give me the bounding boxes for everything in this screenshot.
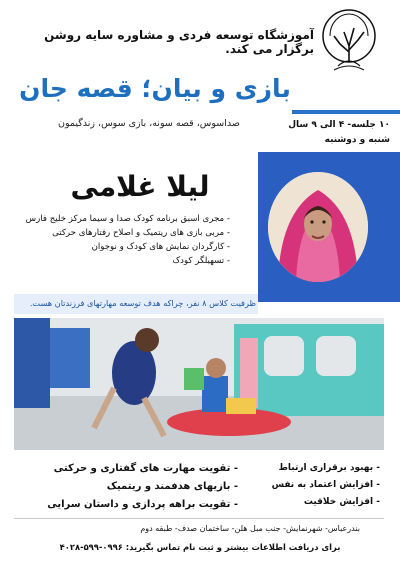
benefits-list-right [250, 460, 380, 511]
workshop-title: بازی و بیان؛ قصه جان [19, 74, 291, 103]
session-details [250, 120, 390, 150]
workshop-subtitle: صداسوس، قصه سونه، بازی سوس، زندگیمون [58, 118, 240, 129]
benefit-item: - تقویت مهارت های گفتاری و حرکتی [53, 463, 238, 474]
benefit-item: - بهبود برقراری ارتباط [278, 463, 380, 473]
footer-divider [14, 518, 384, 519]
instructor-name: لیلا غلامی [70, 170, 210, 203]
organizer-statement: آموزشگاه توسعه فردی و مشاوره سایه روشن برگزار می کند. [44, 28, 314, 56]
benefit-item: - تقویت براهه پردازی و داستان سرایی [47, 499, 238, 510]
session-days: شنبه و دوشنبه [324, 135, 390, 145]
sessions-age-range: ۱۰ جلسه- ۴ الی ۹ سال [288, 120, 390, 130]
bio-item: - کارگردان نمایش های کودک و نوجوان [91, 242, 230, 252]
bio-item: - مجری اسبق برنامه کودک صدا و سیما مرکز خلیج فارس [25, 214, 230, 224]
brain-tree-logo [318, 6, 380, 78]
benefit-item: - افزایش خلاقیت [303, 497, 380, 507]
bio-item: - مربی بازی های ریتمیک و اصلاح رفتارهای حرکتی [52, 228, 230, 238]
benefit-item: - افزایش اعتماد به نفس [271, 480, 380, 490]
kids-playing-photo [14, 318, 384, 450]
capacity-note: ظرفیت کلاس ۸ نفر، چراکه هدف توسعه مهارتهای فرزندتان هست. [29, 298, 256, 308]
contact-text: برای دریافت اطلاعات بیشتر و ثبت نام تماس بگیرید: ۰۹۹۶-۵۹۹-۴۰۲۸ [59, 542, 341, 552]
bio-item: - تسهیلگر کودک [172, 256, 230, 266]
address-text: بندرعباس- شهرنمایش- جنب مبل هلن- ساختمان صدف- طبقه دوم [140, 524, 360, 533]
benefits-list-left [28, 460, 238, 514]
instructor-bio [5, 212, 230, 268]
accent-bar [292, 110, 400, 114]
instructor-portrait [268, 172, 368, 282]
benefit-item: - بازیهای هدفمند و ریتمیک [106, 481, 238, 492]
